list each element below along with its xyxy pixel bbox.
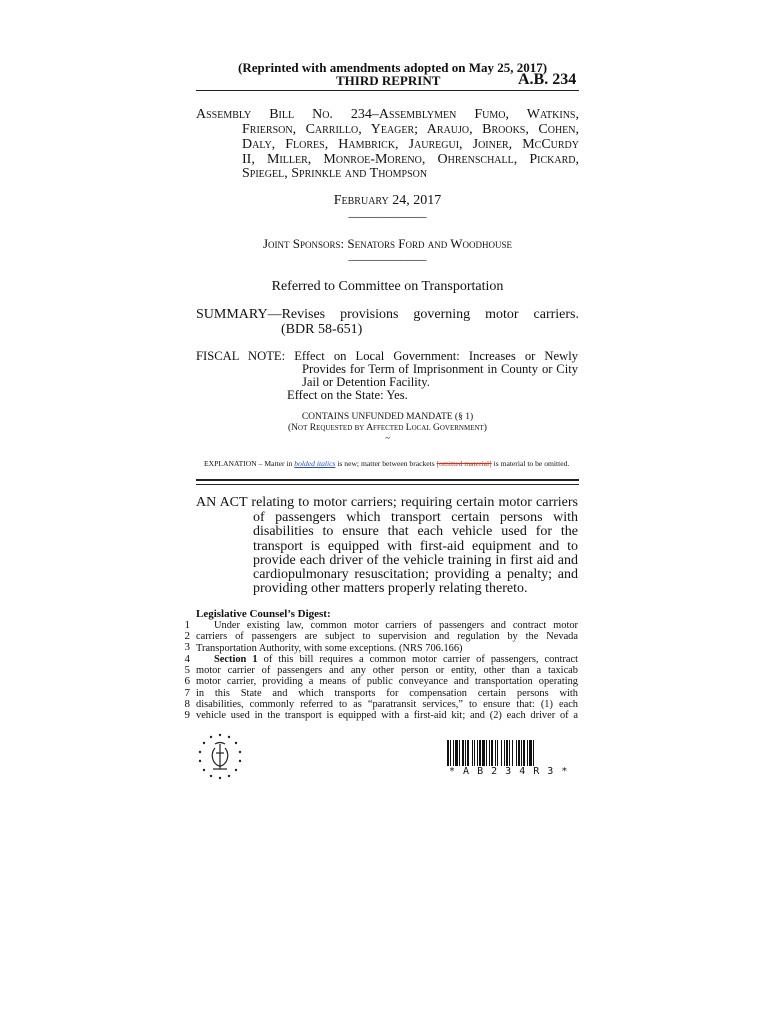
summary-bdr: (BDR 58-651) — [281, 322, 363, 337]
sponsor-line-3: Daly, Flores, Hambrick, Jauregui, Joiner, McCurdy — [242, 137, 579, 152]
fiscal-note-line-2: Provides for Term of Imprisonment in County or City — [302, 362, 578, 376]
fiscal-note-line-4: Effect on the State: Yes. — [287, 388, 408, 402]
mandate-tilde: ~ — [385, 433, 390, 443]
barcode-bar — [465, 740, 466, 766]
line-number-1: 1 — [184, 619, 190, 631]
barcode-caption: * A B 2 3 4 R 3 * — [449, 766, 569, 777]
explanation-suffix: is material to be omitted. — [491, 459, 570, 468]
barcode-bar — [533, 740, 534, 766]
barcode-bar — [506, 740, 508, 766]
barcode-bar — [529, 740, 532, 766]
act-line-4: transport is equipped with first-aid equipment and to — [253, 539, 578, 554]
digest-line-6: motor carrier, providing a means of public conveyance and transportation operating — [196, 676, 578, 688]
sponsor-line-2: Frierson, Carrillo, Yeager; Araujo, Brooks, Cohen, — [242, 122, 579, 137]
barcode-bar — [447, 740, 449, 766]
line-number-6: 6 — [184, 675, 190, 687]
barcode-bar — [501, 740, 502, 766]
explanation-line — [204, 459, 569, 468]
barcode-bar — [486, 740, 487, 766]
act-rule-bottom — [196, 484, 579, 485]
line-number-4: 4 — [184, 653, 190, 665]
barcode-bar — [516, 740, 517, 766]
act-line-6: cardiopulmonary resuscitation; providing a penalty; and — [253, 567, 578, 582]
barcode-bar — [472, 740, 473, 766]
barcode-bar — [504, 740, 505, 766]
explanation-inserted-sample: bolded italics — [294, 459, 336, 468]
act-line-7: providing other matters properly relating thereto. — [253, 581, 528, 596]
line-number-2: 2 — [184, 630, 190, 642]
barcode-bar — [512, 740, 513, 766]
line-number-5: 5 — [184, 664, 190, 676]
explanation-omitted-sample: [omitted material] — [436, 459, 492, 468]
digest-line-4-text: of this bill requires a common motor carrier of passengers, contract — [257, 653, 578, 665]
reprint-label: THIRD REPRINT — [336, 73, 441, 88]
digest-line-1: Under existing law, common motor carriers of passengers and contract motor — [214, 620, 578, 631]
sponsor-line-4: II, Miller, Monroe-Moreno, Ohrenschall, Pickard, — [242, 152, 579, 167]
mandate-note: (Not Requested by Affected Local Government) — [288, 423, 487, 433]
explanation-middle: is new; matter between brackets — [335, 459, 437, 468]
act-line-5: provide each driver of the vehicle training in first aid and — [253, 553, 578, 568]
act-line-1: AN ACT relating to motor carriers; requiring certain motor carriers — [196, 495, 578, 510]
line-number-7: 7 — [184, 687, 190, 699]
barcode-bar — [527, 740, 528, 766]
barcode-bar — [450, 740, 451, 766]
barcode-bar — [477, 740, 478, 766]
barcode-bar — [479, 740, 481, 766]
line-number-9: 9 — [184, 709, 190, 721]
digest-line-5: motor carrier of passengers and any other person or entity, other than a taxicab — [196, 665, 578, 677]
digest-body — [196, 620, 578, 722]
digest-line-8: disabilities, commonly referred to as “paratransit services,” to ensure that: (1) each — [196, 699, 578, 711]
digest-line-9: vehicle used in the transport is equipped with a first-aid kit; and (2) each driver of a — [196, 710, 578, 722]
digest-line-7: in this State and which transports for compensation certain persons with — [196, 687, 578, 699]
barcode-bar — [523, 740, 525, 766]
sponsor-line-1: Assembly Bill No. 234–Assemblymen Fumo, Watkins, — [196, 107, 579, 122]
barcode-bar — [467, 740, 469, 766]
header-rule — [196, 90, 579, 91]
line-number-8: 8 — [184, 698, 190, 710]
date-separator: ____________ — [348, 204, 427, 219]
act-line-3: disabilities to ensure that each vehicle used for the — [253, 524, 578, 539]
barcode-bar — [489, 740, 490, 766]
barcode-bar — [482, 740, 485, 766]
line-number-3: 3 — [184, 641, 190, 653]
barcode-bar — [521, 740, 522, 766]
digest-heading: Legislative Counsel’s Digest: — [196, 608, 331, 620]
barcode-bar — [491, 740, 493, 766]
state-seal-icon — [196, 732, 244, 780]
digest-line-2: carriers of passengers are subject to supervision and regulation by the Nevada — [196, 631, 578, 643]
joint-sponsors: Joint Sponsors: Senators Ford and Woodhouse — [263, 236, 512, 251]
summary-text: SUMMARY—Revises provisions governing motor carriers. — [196, 307, 579, 322]
joint-separator: ____________ — [348, 247, 427, 262]
barcode-bar — [453, 740, 454, 766]
barcode-bar — [474, 740, 475, 766]
fiscal-note-line-3: Jail or Detention Facility. — [302, 375, 430, 389]
bill-id: A.B. 234 — [518, 71, 577, 88]
digest-line-4 — [196, 654, 578, 665]
unfunded-mandate: CONTAINS UNFUNDED MANDATE (§ 1) — [301, 412, 474, 422]
barcode-bar — [495, 740, 496, 766]
reprint-note: (Reprinted with amendments adopted on May 25, 2017) — [238, 60, 548, 75]
act-rule-top — [196, 479, 579, 481]
barcode-bar — [455, 740, 458, 766]
explanation-prefix: EXPLANATION – Matter in — [204, 459, 295, 468]
barcode-bar — [497, 740, 498, 766]
digest-line-3: Transportation Authority, with some exceptions. (NRS 706.166) — [196, 642, 463, 654]
barcode — [447, 740, 577, 766]
barcode-bar — [518, 740, 520, 766]
barcode-bar — [459, 740, 460, 766]
fiscal-note-line-1: FISCAL NOTE: Effect on Local Government: Increases or Newly — [196, 349, 578, 363]
act-line-2: of passengers which transport certain persons with — [253, 510, 578, 525]
bill-date: February 24, 2017 — [333, 193, 442, 208]
digest-section-label: Section 1 — [214, 653, 258, 665]
referred-to-committee: Referred to Committee on Transportation — [271, 279, 504, 294]
barcode-bar — [509, 740, 510, 766]
sponsor-line-5: Spiegel, Sprinkle and Thompson — [242, 166, 428, 181]
barcode-bar — [462, 740, 464, 766]
